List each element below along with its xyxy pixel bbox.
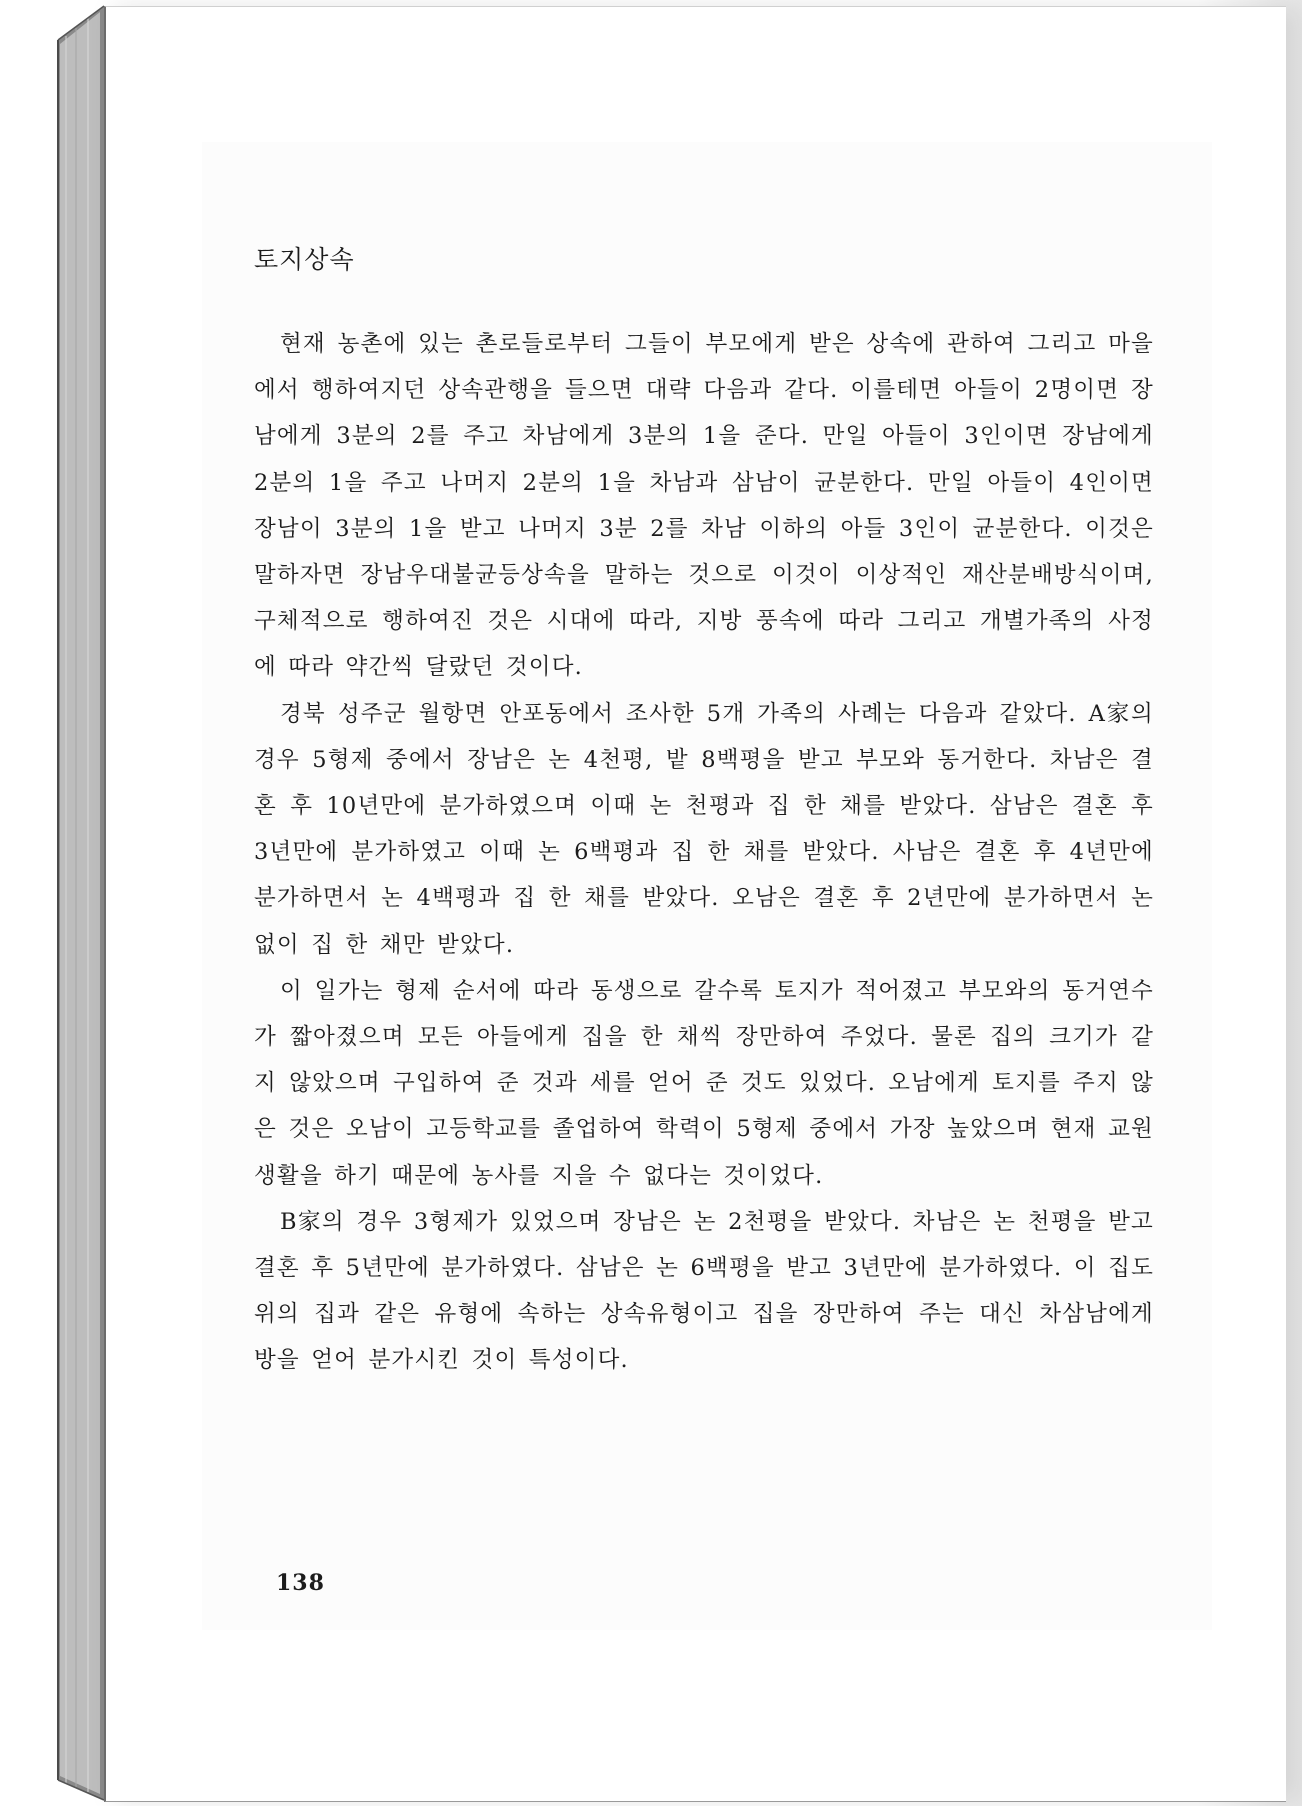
page-number: 138 xyxy=(276,1570,325,1596)
paragraph-2: 경북 성주군 월항면 안포동에서 조사한 5개 가족의 사례는 다음과 같았다. A家의 경우 5형제 중에서 장남은 논 4천평, 밭 8백평을 받고 부모와 동거한다. 차남은 결혼 후 10년만에 분가하였으며 이때 논 천평과 집 한 채를 받았다. 삼남은 결혼 후 3년만에 분가하였고 이때 논 6백평과 집 한 채를 받았다. 사남은 결혼 후 4년만에 분가하면서 논 4백평과 집 한 채를 받았다. 오남은 결혼 후 2년만에 분가하면서 논 없이 집 한 채만 받았다. xyxy=(254,700,1154,958)
paragraph-1: 현재 농촌에 있는 촌로들로부터 그들이 부모에게 받은 상속에 관하여 그리고 마을에서 행하여지던 상속관행을 들으면 대략 다음과 같다. 이를테면 아들이 2명이면 장남에게 3분의 2를 주고 차남에게 3분의 1을 준다. 만일 아들이 3인이면 장남에게 2분의 1을 주고 나머지 2분의 1을 차남과 삼남이 균분한다. 만일 아들이 4인이면 장남이 3분의 1을 받고 나머지 3분 2를 차남 이하의 아들 3인이 균분한다. 이것은 말하자면 장남우대불균등상속을 말하는 것으로 이것이 이상적인 재산분배방식이며, 구체적으로 행하여진 것은 시대에 따라, 지방 풍속에 따라 그리고 개별가족의 사정에 따라 약간씩 달랐던 것이다. xyxy=(254,331,1154,681)
page-text-block xyxy=(254,240,1154,1384)
paragraph-4: B家의 경우 3형제가 있었으며 장남은 논 2천평을 받았다. 차남은 논 천평을 받고 결혼 후 5년만에 분가하였다. 삼남은 논 6백평을 받고 3년만에 분가하였다. 이 집도 위의 집과 같은 유형에 속하는 상속유형이고 집을 장만하여 주는 대신 차삼남에게 방을 얻어 분가시킨 것이 특성이다. xyxy=(254,1208,1154,1374)
section-title: 토지상속 xyxy=(254,245,355,274)
paragraph-3: 이 일가는 형제 순서에 따라 동생으로 갈수록 토지가 적어졌고 부모와의 동거연수가 짧아졌으며 모든 아들에게 집을 한 채씩 장만하여 주었다. 물론 집의 크기가 같지 않았으며 구입하여 준 것과 세를 얻어 준 것도 있었다. 오남에게 토지를 주지 않은 것은 오남이 고등학교를 졸업하여 학력이 5형제 중에서 가장 높았으며 현재 교원생활을 하기 때문에 농사를 지을 수 없다는 것이었다. xyxy=(254,977,1154,1189)
page-stack-edge xyxy=(0,0,110,1806)
